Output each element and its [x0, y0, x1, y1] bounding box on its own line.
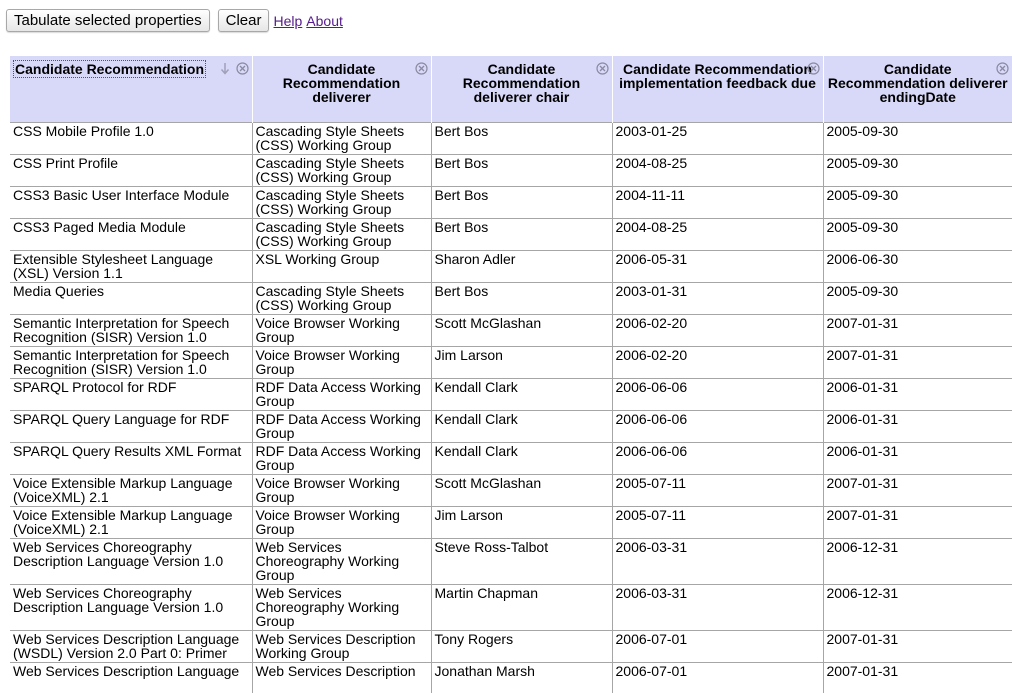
ending-date-cell[interactable]: 2005-09-30	[823, 282, 1012, 314]
recommendation-cell[interactable]: SPARQL Protocol for RDF	[10, 378, 252, 410]
deliverer-cell[interactable]: RDF Data Access Working Group	[252, 442, 431, 474]
chair-cell[interactable]: Bert Bos	[431, 154, 612, 186]
chair-cell[interactable]: Sharon Adler	[431, 250, 612, 282]
ending-date-cell[interactable]: 2006-01-31	[823, 442, 1012, 474]
toolbar	[6, 8, 347, 32]
ending-date-cell[interactable]: 2007-01-31	[823, 314, 1012, 346]
feedback-due-cell[interactable]: 2006-07-01	[612, 630, 823, 662]
chair-cell[interactable]: Martin Chapman	[431, 584, 612, 630]
feedback-due-cell[interactable]: 2003-01-25	[612, 122, 823, 154]
close-column-icon[interactable]	[415, 62, 428, 75]
close-column-icon[interactable]	[596, 62, 609, 75]
clear-button[interactable]: Clear	[218, 9, 270, 32]
chair-cell[interactable]: Bert Bos	[431, 218, 612, 250]
feedback-due-cell[interactable]: 2006-03-31	[612, 584, 823, 630]
chair-cell[interactable]: Jonathan Marsh	[431, 662, 612, 693]
deliverer-cell[interactable]: Voice Browser Working Group	[252, 346, 431, 378]
help-link[interactable]: Help	[273, 13, 303, 29]
sort-down-arrow-icon[interactable]	[219, 62, 231, 76]
recommendation-cell[interactable]: Web Services Description Language	[10, 662, 252, 693]
recommendation-cell[interactable]: Media Queries	[10, 282, 252, 314]
about-link[interactable]: About	[306, 13, 343, 29]
table-row	[10, 186, 1012, 218]
feedback-due-cell[interactable]: 2005-07-11	[612, 474, 823, 506]
feedback-due-cell[interactable]: 2005-07-11	[612, 506, 823, 538]
table-row	[10, 314, 1012, 346]
deliverer-cell[interactable]: Voice Browser Working Group	[252, 474, 431, 506]
table-row	[10, 154, 1012, 186]
ending-date-cell[interactable]: 2006-01-31	[823, 378, 1012, 410]
table-body	[10, 122, 1012, 693]
table-row	[10, 282, 1012, 314]
close-column-icon[interactable]	[807, 62, 820, 75]
feedback-due-cell[interactable]: 2006-07-01	[612, 662, 823, 693]
recommendation-cell[interactable]: Web Services Choreography Description Language Version 1.0	[10, 584, 252, 630]
close-column-icon[interactable]	[996, 62, 1009, 75]
ending-date-cell[interactable]: 2007-01-31	[823, 346, 1012, 378]
recommendation-cell[interactable]: CSS3 Basic User Interface Module	[10, 186, 252, 218]
ending-date-cell[interactable]: 2005-09-30	[823, 218, 1012, 250]
recommendation-cell[interactable]: CSS3 Paged Media Module	[10, 218, 252, 250]
feedback-due-cell[interactable]: 2006-02-20	[612, 346, 823, 378]
table-row	[10, 122, 1012, 154]
chair-cell[interactable]: Tony Rogers	[431, 630, 612, 662]
deliverer-cell[interactable]: RDF Data Access Working Group	[252, 378, 431, 410]
recommendation-cell[interactable]: Voice Extensible Markup Language (VoiceXML) 2.1	[10, 506, 252, 538]
ending-date-cell[interactable]: 2005-09-30	[823, 186, 1012, 218]
column-header-label: Candidate Recommendation implementation feedback due	[619, 61, 816, 91]
table-row	[10, 474, 1012, 506]
deliverer-cell[interactable]: Cascading Style Sheets (CSS) Working Group	[252, 282, 431, 314]
deliverer-cell[interactable]: Cascading Style Sheets (CSS) Working Group	[252, 186, 431, 218]
feedback-due-cell[interactable]: 2006-03-31	[612, 538, 823, 584]
feedback-due-cell[interactable]: 2004-08-25	[612, 218, 823, 250]
table-row	[10, 538, 1012, 584]
deliverer-cell[interactable]: Cascading Style Sheets (CSS) Working Group	[252, 218, 431, 250]
ending-date-cell[interactable]: 2005-09-30	[823, 122, 1012, 154]
chair-cell[interactable]: Bert Bos	[431, 282, 612, 314]
feedback-due-cell[interactable]: 2004-11-11	[612, 186, 823, 218]
table-row	[10, 662, 1012, 693]
deliverer-cell[interactable]: RDF Data Access Working Group	[252, 410, 431, 442]
chair-cell[interactable]: Steve Ross-Talbot	[431, 538, 612, 584]
deliverer-cell[interactable]: Web Services Choreography Working Group	[252, 538, 431, 584]
column-header-label: Candidate Recommendation deliverer chair	[462, 61, 581, 105]
ending-date-cell[interactable]: 2005-09-30	[823, 154, 1012, 186]
column-header-label: Candidate Recommendation	[15, 61, 205, 77]
column-header-deliverer-chair[interactable]	[431, 56, 612, 122]
recommendation-cell[interactable]: CSS Print Profile	[10, 154, 252, 186]
chair-cell[interactable]: Bert Bos	[431, 122, 612, 154]
deliverer-cell[interactable]: Web Services Choreography Working Group	[252, 584, 431, 630]
recommendation-cell[interactable]: Web Services Choreography Description Language Version 1.0	[10, 538, 252, 584]
table-row	[10, 442, 1012, 474]
ending-date-cell[interactable]: 2007-01-31	[823, 474, 1012, 506]
feedback-due-cell[interactable]: 2006-06-06	[612, 378, 823, 410]
deliverer-cell[interactable]: Cascading Style Sheets (CSS) Working Group	[252, 122, 431, 154]
chair-cell[interactable]: Scott McGlashan	[431, 314, 612, 346]
table-row	[10, 218, 1012, 250]
chair-cell[interactable]: Kendall Clark	[431, 410, 612, 442]
table-row	[10, 378, 1012, 410]
tabulate-selected-properties-button[interactable]: Tabulate selected properties	[6, 9, 210, 32]
feedback-due-cell[interactable]: 2003-01-31	[612, 282, 823, 314]
deliverer-cell[interactable]: Web Services Description	[252, 662, 431, 693]
deliverer-cell[interactable]: Cascading Style Sheets (CSS) Working Group	[252, 154, 431, 186]
feedback-due-cell[interactable]: 2004-08-25	[612, 154, 823, 186]
chair-cell[interactable]: Scott McGlashan	[431, 474, 612, 506]
results-table	[10, 56, 1012, 693]
ending-date-cell[interactable]: 2006-01-31	[823, 410, 1012, 442]
deliverer-cell[interactable]: XSL Working Group	[252, 250, 431, 282]
recommendation-cell[interactable]: CSS Mobile Profile 1.0	[10, 122, 252, 154]
chair-cell[interactable]: Kendall Clark	[431, 378, 612, 410]
table-row	[10, 346, 1012, 378]
recommendation-cell[interactable]: Semantic Interpretation for Speech Recognition (SISR) Version 1.0	[10, 346, 252, 378]
column-header-ending-date[interactable]	[823, 56, 1012, 122]
column-header-deliverer[interactable]	[252, 56, 431, 122]
recommendation-cell[interactable]: SPARQL Query Language for RDF	[10, 410, 252, 442]
chair-cell[interactable]: Kendall Clark	[431, 442, 612, 474]
chair-cell[interactable]: Jim Larson	[431, 506, 612, 538]
feedback-due-cell[interactable]: 2006-06-06	[612, 442, 823, 474]
chair-cell[interactable]: Jim Larson	[431, 346, 612, 378]
table-row	[10, 250, 1012, 282]
deliverer-cell[interactable]: Voice Browser Working Group	[252, 506, 431, 538]
ending-date-cell[interactable]: 2007-01-31	[823, 630, 1012, 662]
feedback-due-cell[interactable]: 2006-05-31	[612, 250, 823, 282]
table-row	[10, 584, 1012, 630]
column-header-feedback-due[interactable]	[612, 56, 823, 122]
ending-date-cell[interactable]: 2007-01-31	[823, 506, 1012, 538]
column-header-candidate-recommendation[interactable]	[10, 56, 252, 122]
ending-date-cell[interactable]: 2006-12-31	[823, 584, 1012, 630]
ending-date-cell[interactable]: 2006-06-30	[823, 250, 1012, 282]
table-row	[10, 410, 1012, 442]
chair-cell[interactable]: Bert Bos	[431, 186, 612, 218]
ending-date-cell[interactable]: 2007-01-31	[823, 662, 1012, 693]
recommendation-cell[interactable]: SPARQL Query Results XML Format	[10, 442, 252, 474]
column-header-label: Candidate Recommendation deliverer endingDate	[827, 61, 1008, 105]
recommendation-cell[interactable]: Voice Extensible Markup Language (VoiceXML) 2.1	[10, 474, 252, 506]
table-row	[10, 506, 1012, 538]
table-row	[10, 630, 1012, 662]
feedback-due-cell[interactable]: 2006-06-06	[612, 410, 823, 442]
recommendation-cell[interactable]: Web Services Description Language (WSDL) Version 2.0 Part 0: Primer	[10, 630, 252, 662]
ending-date-cell[interactable]: 2006-12-31	[823, 538, 1012, 584]
feedback-due-cell[interactable]: 2006-02-20	[612, 314, 823, 346]
column-header-label: Candidate Recommendation deliverer	[282, 61, 401, 105]
recommendation-cell[interactable]: Extensible Stylesheet Language (XSL) Version 1.1	[10, 250, 252, 282]
table-header-row	[10, 56, 1012, 122]
recommendation-cell[interactable]: Semantic Interpretation for Speech Recognition (SISR) Version 1.0	[10, 314, 252, 346]
close-column-icon[interactable]	[236, 62, 249, 75]
deliverer-cell[interactable]: Web Services Description Working Group	[252, 630, 431, 662]
deliverer-cell[interactable]: Voice Browser Working Group	[252, 314, 431, 346]
